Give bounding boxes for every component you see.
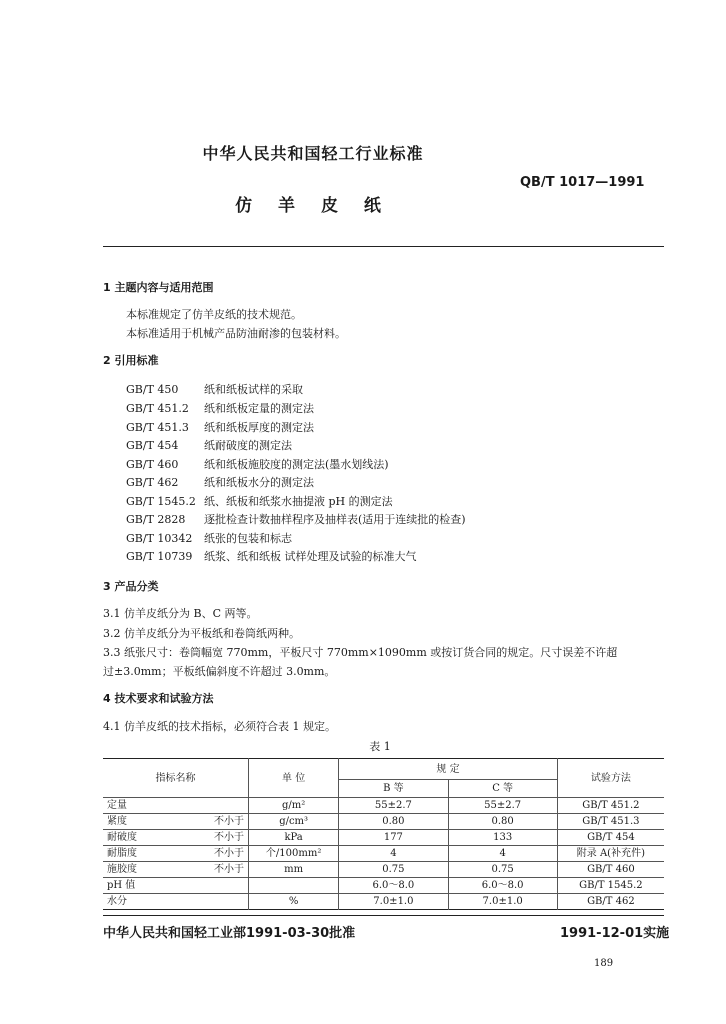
test-method: 附录 A(补充件): [557, 846, 664, 862]
reference-item: [126, 400, 314, 416]
test-method: GB/T 460: [557, 862, 664, 878]
reference-code: GB/T 451.2: [126, 402, 189, 415]
grade-b-value: 177: [339, 830, 448, 846]
standard-code: QB/T 1017—1991: [520, 175, 645, 190]
grade-c-value: 4: [448, 846, 557, 862]
reference-code: GB/T 10342: [126, 532, 193, 545]
reference-title: 逐批检查计数抽样程序及抽样表(适用于连续批的检查): [204, 513, 466, 526]
approval-line: 中华人民共和国轻工业部1991-03-30批准: [103, 926, 356, 941]
test-method: GB/T 451.2: [557, 798, 664, 814]
grade-c-value: 7.0±1.0: [448, 894, 557, 910]
clause-3-2: 3.2 仿羊皮纸分为平板纸和卷筒纸两种。: [103, 627, 300, 640]
indicator-unit: g/cm³: [249, 814, 339, 830]
section-1-paragraph: 本标准适用于机械产品防油耐渗的包装材料。: [126, 327, 346, 340]
indicator-condition: 不小于: [181, 814, 248, 830]
indicator-condition: 不小于: [181, 862, 248, 878]
indicator-unit: 个/100mm²: [249, 846, 339, 862]
reference-item: [126, 511, 466, 527]
indicator-name: 水分: [103, 894, 181, 910]
reference-code: GB/T 2828: [126, 513, 186, 526]
reference-title: 纸浆、纸和纸板 试样处理及试验的标准大气: [204, 550, 417, 563]
reference-title: 纸和纸板施胶度的测定法(墨水划线法): [204, 458, 389, 471]
document-title: 仿 羊 皮 纸: [235, 196, 391, 216]
grade-b-value: 0.75: [339, 862, 448, 878]
implementation-date: 1991-12-01实施: [560, 926, 670, 941]
reference-code: GB/T 450: [126, 383, 179, 396]
section-1-heading: 1 主题内容与适用范围: [103, 281, 214, 294]
grade-b-value: 4: [339, 846, 448, 862]
table-row: [103, 862, 664, 878]
clause-3-3-continued: 过±3.0mm；平板纸偏斜度不许超过 3.0mm。: [103, 665, 336, 678]
reference-code: GB/T 10739: [126, 550, 193, 563]
indicator-condition: [181, 878, 248, 894]
indicator-unit: mm: [249, 862, 339, 878]
table-row: [103, 846, 664, 862]
indicator-name: 耐脂度: [103, 846, 181, 862]
indicator-name: 定量: [103, 798, 181, 814]
test-method: GB/T 451.3: [557, 814, 664, 830]
reference-item: [126, 419, 314, 435]
indicator-header: 指标名称: [103, 759, 249, 798]
page-number: 189: [594, 958, 614, 969]
grade-b-value: 55±2.7: [339, 798, 448, 814]
table-row: [103, 830, 664, 846]
grade-c-header: C 等: [448, 780, 557, 798]
table-row: [103, 878, 664, 894]
indicator-name: 紧度: [103, 814, 181, 830]
grade-c-value: 0.75: [448, 862, 557, 878]
reference-item: [126, 530, 292, 546]
section-3-heading: 3 产品分类: [103, 580, 159, 593]
grade-b-value: 7.0±1.0: [339, 894, 448, 910]
indicator-name: 施胶度: [103, 862, 181, 878]
indicator-unit: kPa: [249, 830, 339, 846]
indicator-name: pH 值: [103, 878, 181, 894]
test-method: GB/T 454: [557, 830, 664, 846]
table-row: [103, 798, 664, 814]
section-1-paragraph: 本标准规定了仿羊皮纸的技术规范。: [126, 308, 302, 321]
indicator-condition: 不小于: [181, 846, 248, 862]
indicator-unit: %: [249, 894, 339, 910]
reference-code: GB/T 460: [126, 458, 179, 471]
issuing-organization: 中华人民共和国轻工行业标准: [202, 144, 424, 163]
reference-title: 纸和纸板试样的采取: [204, 383, 303, 396]
specification-table: [103, 758, 664, 910]
reference-title: 纸、纸板和纸浆水抽提液 pH 的测定法: [204, 495, 393, 508]
clause-3-1: 3.1 仿羊皮纸分为 B、C 两等。: [103, 607, 258, 620]
grade-c-value: 55±2.7: [448, 798, 557, 814]
unit-header: 单 位: [249, 759, 339, 798]
reference-item: [126, 456, 389, 472]
reference-item: [126, 493, 393, 509]
grade-c-value: 133: [448, 830, 557, 846]
test-method: GB/T 462: [557, 894, 664, 910]
grade-b-value: 0.80: [339, 814, 448, 830]
reference-title: 纸耐破度的测定法: [204, 439, 292, 452]
clause-4-1: 4.1 仿羊皮纸的技术指标，必须符合表 1 规定。: [103, 720, 336, 733]
indicator-condition: 不小于: [181, 830, 248, 846]
grade-c-value: 6.0～8.0: [448, 878, 557, 894]
section-4-heading: 4 技术要求和试验方法: [103, 692, 214, 705]
test-method: GB/T 1545.2: [557, 878, 664, 894]
reference-item: [126, 548, 417, 564]
reference-item: [126, 437, 292, 453]
grade-c-value: 0.80: [448, 814, 557, 830]
reference-title: 纸和纸板厚度的测定法: [204, 421, 314, 434]
indicator-unit: [249, 878, 339, 894]
method-header: 试验方法: [557, 759, 664, 798]
grade-b-value: 6.0～8.0: [339, 878, 448, 894]
footer-rule: [103, 915, 664, 916]
reference-item: [126, 381, 303, 397]
reference-item: [126, 474, 314, 490]
section-2-heading: 2 引用标准: [103, 354, 159, 367]
reference-title: 纸张的包装和标志: [204, 532, 292, 545]
grade-b-header: B 等: [339, 780, 448, 798]
reference-code: GB/T 1545.2: [126, 495, 196, 508]
table-row: [103, 814, 664, 830]
header-rule: [103, 246, 664, 247]
indicator-condition: [181, 798, 248, 814]
table-caption: 表 1: [369, 740, 391, 753]
reference-code: GB/T 462: [126, 476, 179, 489]
indicator-name: 耐破度: [103, 830, 181, 846]
reference-code: GB/T 454: [126, 439, 179, 452]
reference-title: 纸和纸板水分的测定法: [204, 476, 314, 489]
indicator-unit: g/m²: [249, 798, 339, 814]
table-row: [103, 894, 664, 910]
reference-title: 纸和纸板定量的测定法: [204, 402, 314, 415]
clause-3-3: 3.3 纸张尺寸：卷筒幅宽 770mm，平板尺寸 770mm×1090mm 或按订货合同的规定。尺寸误差不许超: [103, 646, 618, 659]
spec-header: 规 定: [339, 759, 558, 780]
indicator-condition: [181, 894, 248, 910]
reference-code: GB/T 451.3: [126, 421, 189, 434]
